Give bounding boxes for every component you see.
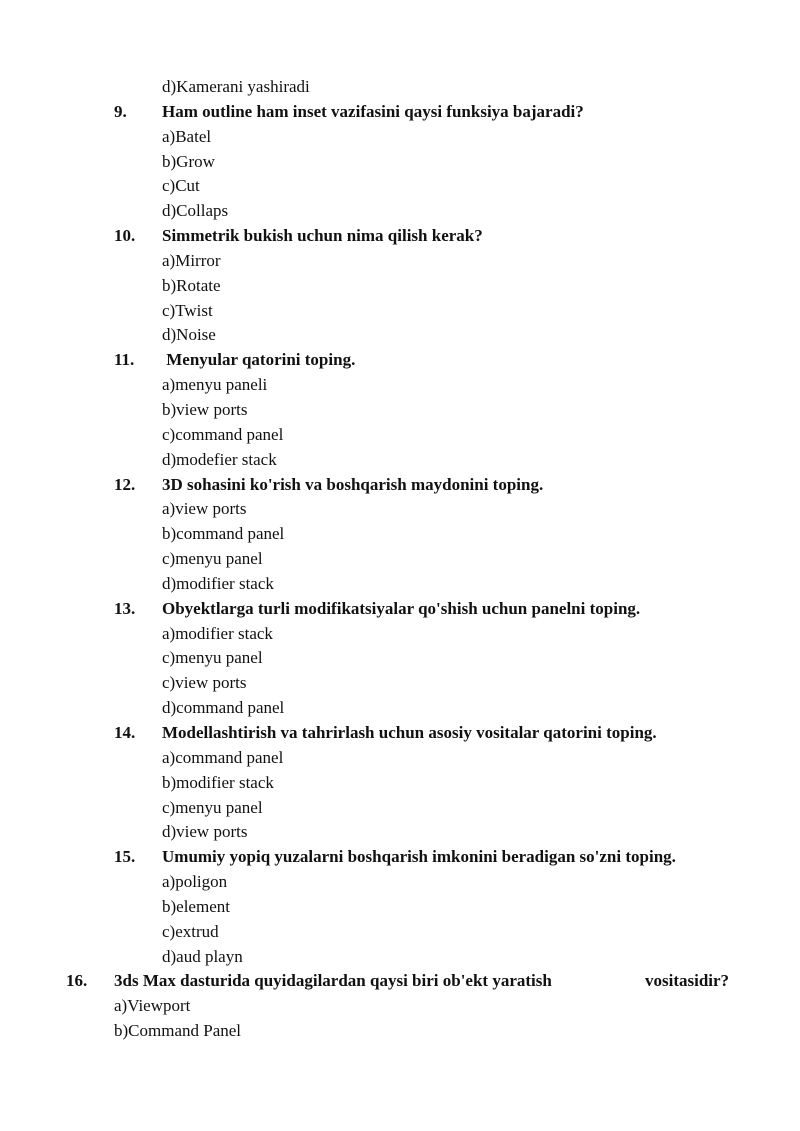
option-line [0,547,800,572]
option-line [0,820,800,845]
question-number: 12. [114,475,136,494]
option-text: d)Collaps [162,201,229,220]
option-line [0,174,800,199]
question-number: 13. [114,599,136,618]
question-text: Obyektlarga turli modifikatsiyalar qo'shish uchun panelni toping. [162,599,641,618]
option-line [0,150,800,175]
option-text: b)Grow [162,152,215,171]
option-text: a)menyu paneli [162,375,268,394]
option-line [0,125,800,150]
option-text: a)Mirror [162,251,221,270]
question-text: Modellashtirish va tahrirlash uchun asosiy vositalar qatorini toping. [162,723,657,742]
question-number: 14. [114,723,136,742]
option-text: c)menyu panel [162,549,263,568]
option-text: c)menyu panel [162,798,263,817]
option-text: d)modifier stack [162,574,274,593]
option-text: c)view ports [162,673,247,692]
question-text: Umumiy yopiq yuzalarni boshqarish imkonini beradigan so'zni toping. [162,847,676,866]
option-line [0,274,800,299]
question-text-tail: vositasidir? [645,971,730,990]
option-line [0,373,800,398]
question-number: 11. [114,350,135,369]
option-text: d)Kamerani yashiradi [162,77,310,96]
option-line [0,423,800,448]
option-line [0,920,800,945]
option-text: a)command panel [162,748,284,767]
option-text: c)menyu panel [162,648,263,667]
option-line [0,771,800,796]
option-line [0,497,800,522]
question-number: 15. [114,847,136,866]
option-text: b)modifier stack [162,773,274,792]
option-line [0,796,800,821]
question-line [0,969,800,994]
question-line [0,224,800,249]
question-line [0,845,800,870]
option-text: c)Cut [162,176,200,195]
option-line [0,994,800,1019]
option-line [0,75,800,100]
question-line [0,348,800,373]
option-line [0,448,800,473]
option-line [0,622,800,647]
question-number: 10. [114,226,136,245]
question-line [0,473,800,498]
question-line [0,721,800,746]
question-line [0,100,800,125]
option-text: c)Twist [162,301,213,320]
option-text: c)command panel [162,425,284,444]
option-text: d)view ports [162,822,248,841]
option-line [0,199,800,224]
option-line [0,572,800,597]
option-line [0,522,800,547]
question-text: Simmetrik bukish uchun nima qilish kerak? [162,226,483,245]
option-line [0,398,800,423]
question-text: 3D sohasini ko'rish va boshqarish maydonini toping. [162,475,544,494]
option-line [0,895,800,920]
option-text: d)Noise [162,325,216,344]
option-text: c)extrud [162,922,219,941]
question-text: 3ds Max dasturida quyidagilardan qaysi biri ob'ekt yaratish [114,971,552,990]
option-text: a)poligon [162,872,228,891]
option-text: d)modefier stack [162,450,277,469]
option-text: b)view ports [162,400,248,419]
option-line [0,746,800,771]
option-text: b)Command Panel [114,1021,242,1040]
option-line [0,945,800,970]
option-line [0,249,800,274]
option-line [0,671,800,696]
question-number: 16. [66,971,88,990]
option-text: d)command panel [162,698,285,717]
option-line [0,870,800,895]
option-line [0,1019,800,1044]
question-number: 9. [114,102,127,121]
option-line [0,299,800,324]
option-text: d)aud playn [162,947,243,966]
option-text: a)modifier stack [162,624,273,643]
option-text: b)element [162,897,230,916]
question-line [0,597,800,622]
option-line [0,696,800,721]
option-line [0,646,800,671]
option-text: a)view ports [162,499,247,518]
option-text: a)Viewport [114,996,191,1015]
option-text: b)command panel [162,524,285,543]
option-line [0,323,800,348]
option-text: b)Rotate [162,276,221,295]
option-text: a)Batel [162,127,212,146]
question-text: Menyular qatorini toping. [162,350,356,369]
question-text: Ham outline ham inset vazifasini qaysi funksiya bajaradi? [162,102,584,121]
